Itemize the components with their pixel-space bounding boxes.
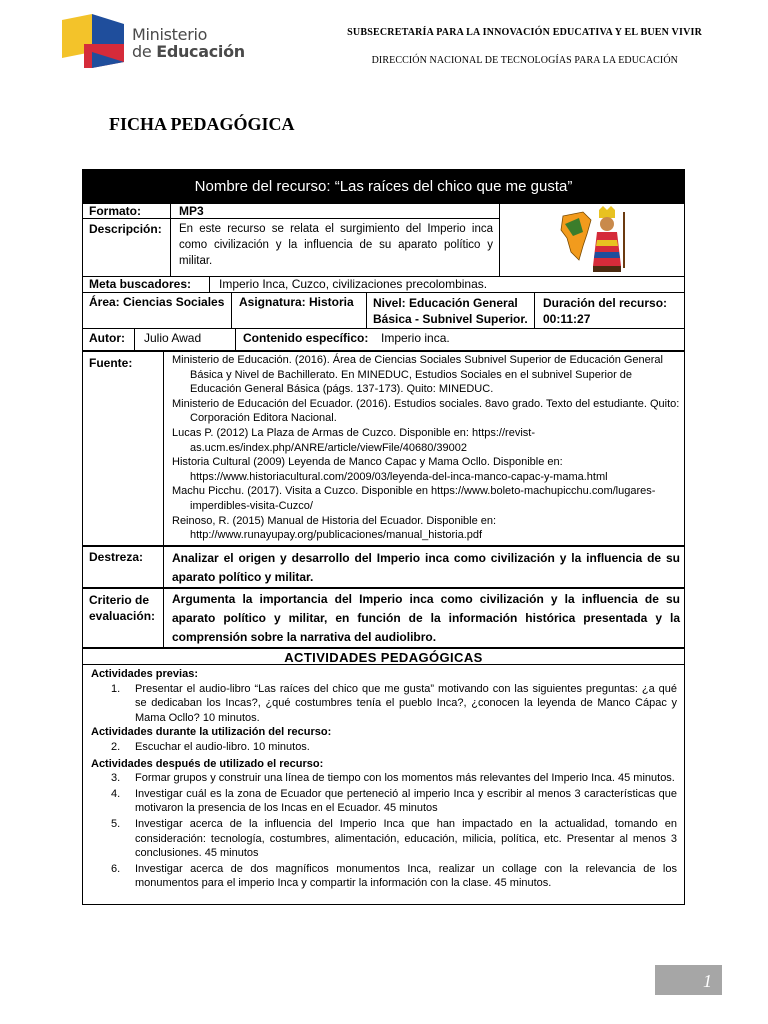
inca-illustration (557, 206, 629, 274)
meta-label: Meta buscadores: (89, 277, 192, 291)
subsecretaria-heading: SUBSECRETARÍA PARA LA INNOVACIÓN EDUCATIVA Y EL BUEN VIVIR (347, 27, 702, 38)
area-label: Área: Ciencias Sociales (89, 295, 225, 309)
resource-sheet (82, 169, 685, 905)
formato-value: MP3 (179, 204, 204, 218)
durante-label: Actividades durante la utilización del recurso: (91, 726, 332, 739)
contenido-value: Imperio inca. (381, 331, 450, 345)
activity-item: 1. Presentar el audio-libro “Las raíces del chico que me gusta” motivando con las siguientes preguntas: ¿a qué se dedicaban los Incas?, ¿qué costumbres tenía el pueblo Inca?, ¿conocen la leyenda de Manco Cápac y Mama Ocllo? 10 minutos. (111, 682, 677, 724)
resource-name: Nombre del recurso: “Las raíces del chico que me gusta” (83, 170, 684, 204)
destreza-row (83, 546, 684, 588)
meta-value: Imperio Inca, Cuzco, civilizaciones precolombinas. (219, 277, 488, 291)
fuente-row (83, 351, 684, 546)
doc-title: FICHA PEDAGÓGICA (109, 114, 295, 134)
actividades-heading: ACTIVIDADES PEDAGÓGICAS (284, 650, 483, 665)
autor-label: Autor: (89, 331, 125, 345)
actividades-heading-row (83, 648, 684, 665)
fuente-item: Machu Picchu. (2017). Visita a Cuzco. Disponible en https://www.boleto-machupicchu.com/lugares-imperdibles-visita-Cuzco/ (172, 485, 656, 512)
previas-label: Actividades previas: (91, 668, 198, 680)
fuente-item: Ministerio de Educación. (2016). Área de Ciencias Sociales Subnivel Superior de Educación General Básica y Nivel de Bachillerato. En MINEDUC, Estudios Sociales en el subnivel Superior de Educación General Básica (págs. 137-173). Quito: MINEDUC. (172, 354, 663, 396)
fuente-item: Historia Cultural (2009) Leyenda de Manco Capac y Mama Ocllo. Disponible en: https://www.historiacultural.com/2009/03/leyenda-del-inca-manco-capac-y-mama.html (172, 456, 608, 483)
criterio-label: Criterio de evaluación: (89, 593, 156, 623)
descripcion-value: En este recurso se relata el surgimiento del Imperio inca como civilización y la influencia de su aparato político y militar. (179, 223, 493, 267)
criterio-value: Argumenta la importancia del Imperio inca como civilización y la influencia de su aparato político y militar, en función de la información histórica presentada y la comprensión sobre la narrativa del audiolibro. (172, 592, 680, 644)
fuente-list (172, 353, 680, 545)
autor-value: Julio Awad (144, 331, 202, 345)
activity-item: 3. Formar grupos y construir una línea de tiempo con los momentos más relevantes del Imperio Inca. 45 minutos. (111, 772, 675, 785)
formato-label: Formato: (89, 204, 141, 218)
area-row (83, 293, 684, 329)
format-description-block (83, 204, 684, 277)
logo-line1: Ministerio (132, 25, 208, 44)
despues-label: Actividades después de utilizado el recurso: (91, 757, 324, 770)
destreza-label: Destreza: (89, 550, 144, 564)
activities-list (91, 667, 677, 891)
descripcion-label: Descripción: (89, 222, 162, 236)
page-number: 1 (655, 965, 722, 995)
activity-item: 5. Investigar acerca de la influencia del Imperio Inca que han impactado en la actualidad, tomando en consideración: tecnología, costumbres, alimentación, educación, milicia, política, etc. Presentar al menos 3 conclusiones. 45 minutos (111, 817, 677, 860)
fuente-item: Lucas P. (2012) La Plaza de Armas de Cuzco. Disponible en: https://revist-as.ucm.es/index.php/ANRE/article/viewFile/40680/39002 (172, 426, 535, 454)
logo-line2: de Educación (132, 42, 245, 61)
direccion-heading: DIRECCIÓN NACIONAL DE TECNOLOGÍAS PARA LA EDUCACIÓN (371, 55, 678, 66)
criterio-row (83, 588, 684, 648)
duracion-value: 00:11:27 (543, 312, 591, 326)
logo-text (132, 26, 245, 60)
activity-item: 6. Investigar acerca de dos magníficos monumentos Inca, realizar un collage con la relevancia de los monumentos para el imperio Inca y compartir la información con la clase. 45 minutos. (111, 862, 677, 890)
contenido-label: Contenido específico: (243, 331, 369, 345)
fuente-item: Ministerio de Educación del Ecuador. (2016). Estudios sociales. 8avo grado. Texto del estudiante. Quito: Corporación Editora Nacional. (172, 397, 680, 425)
fuente-label: Fuente: (89, 356, 133, 370)
destreza-value: Analizar el origen y desarrollo del Imperio inca como civilización y la influencia de su aparato político y militar. (172, 551, 680, 584)
nivel-label: Nivel: Educación General Básica - Subnivel Superior. (373, 296, 528, 326)
autor-row (83, 329, 684, 351)
meta-row (83, 277, 684, 293)
activity-item: 4. Investigar cuál es la zona de Ecuador que perteneció al imperio Inca y escribir al menos 3 características que motivaron la presencia de los Incas en el Ecuador. 45 minutos (111, 787, 677, 815)
asignatura-label: Asignatura: Historia (239, 295, 354, 309)
duracion-label: Duración del recurso: 00:11:27 (543, 296, 668, 326)
activity-item: 2. Escuchar el audio-libro. 10 minutos. (111, 740, 310, 753)
fuente-item: Reinoso, R. (2015) Manual de Historia del Ecuador. Disponible en: http://www.runayupay.org/publicaciones/manual_historia.pdf (172, 514, 497, 542)
